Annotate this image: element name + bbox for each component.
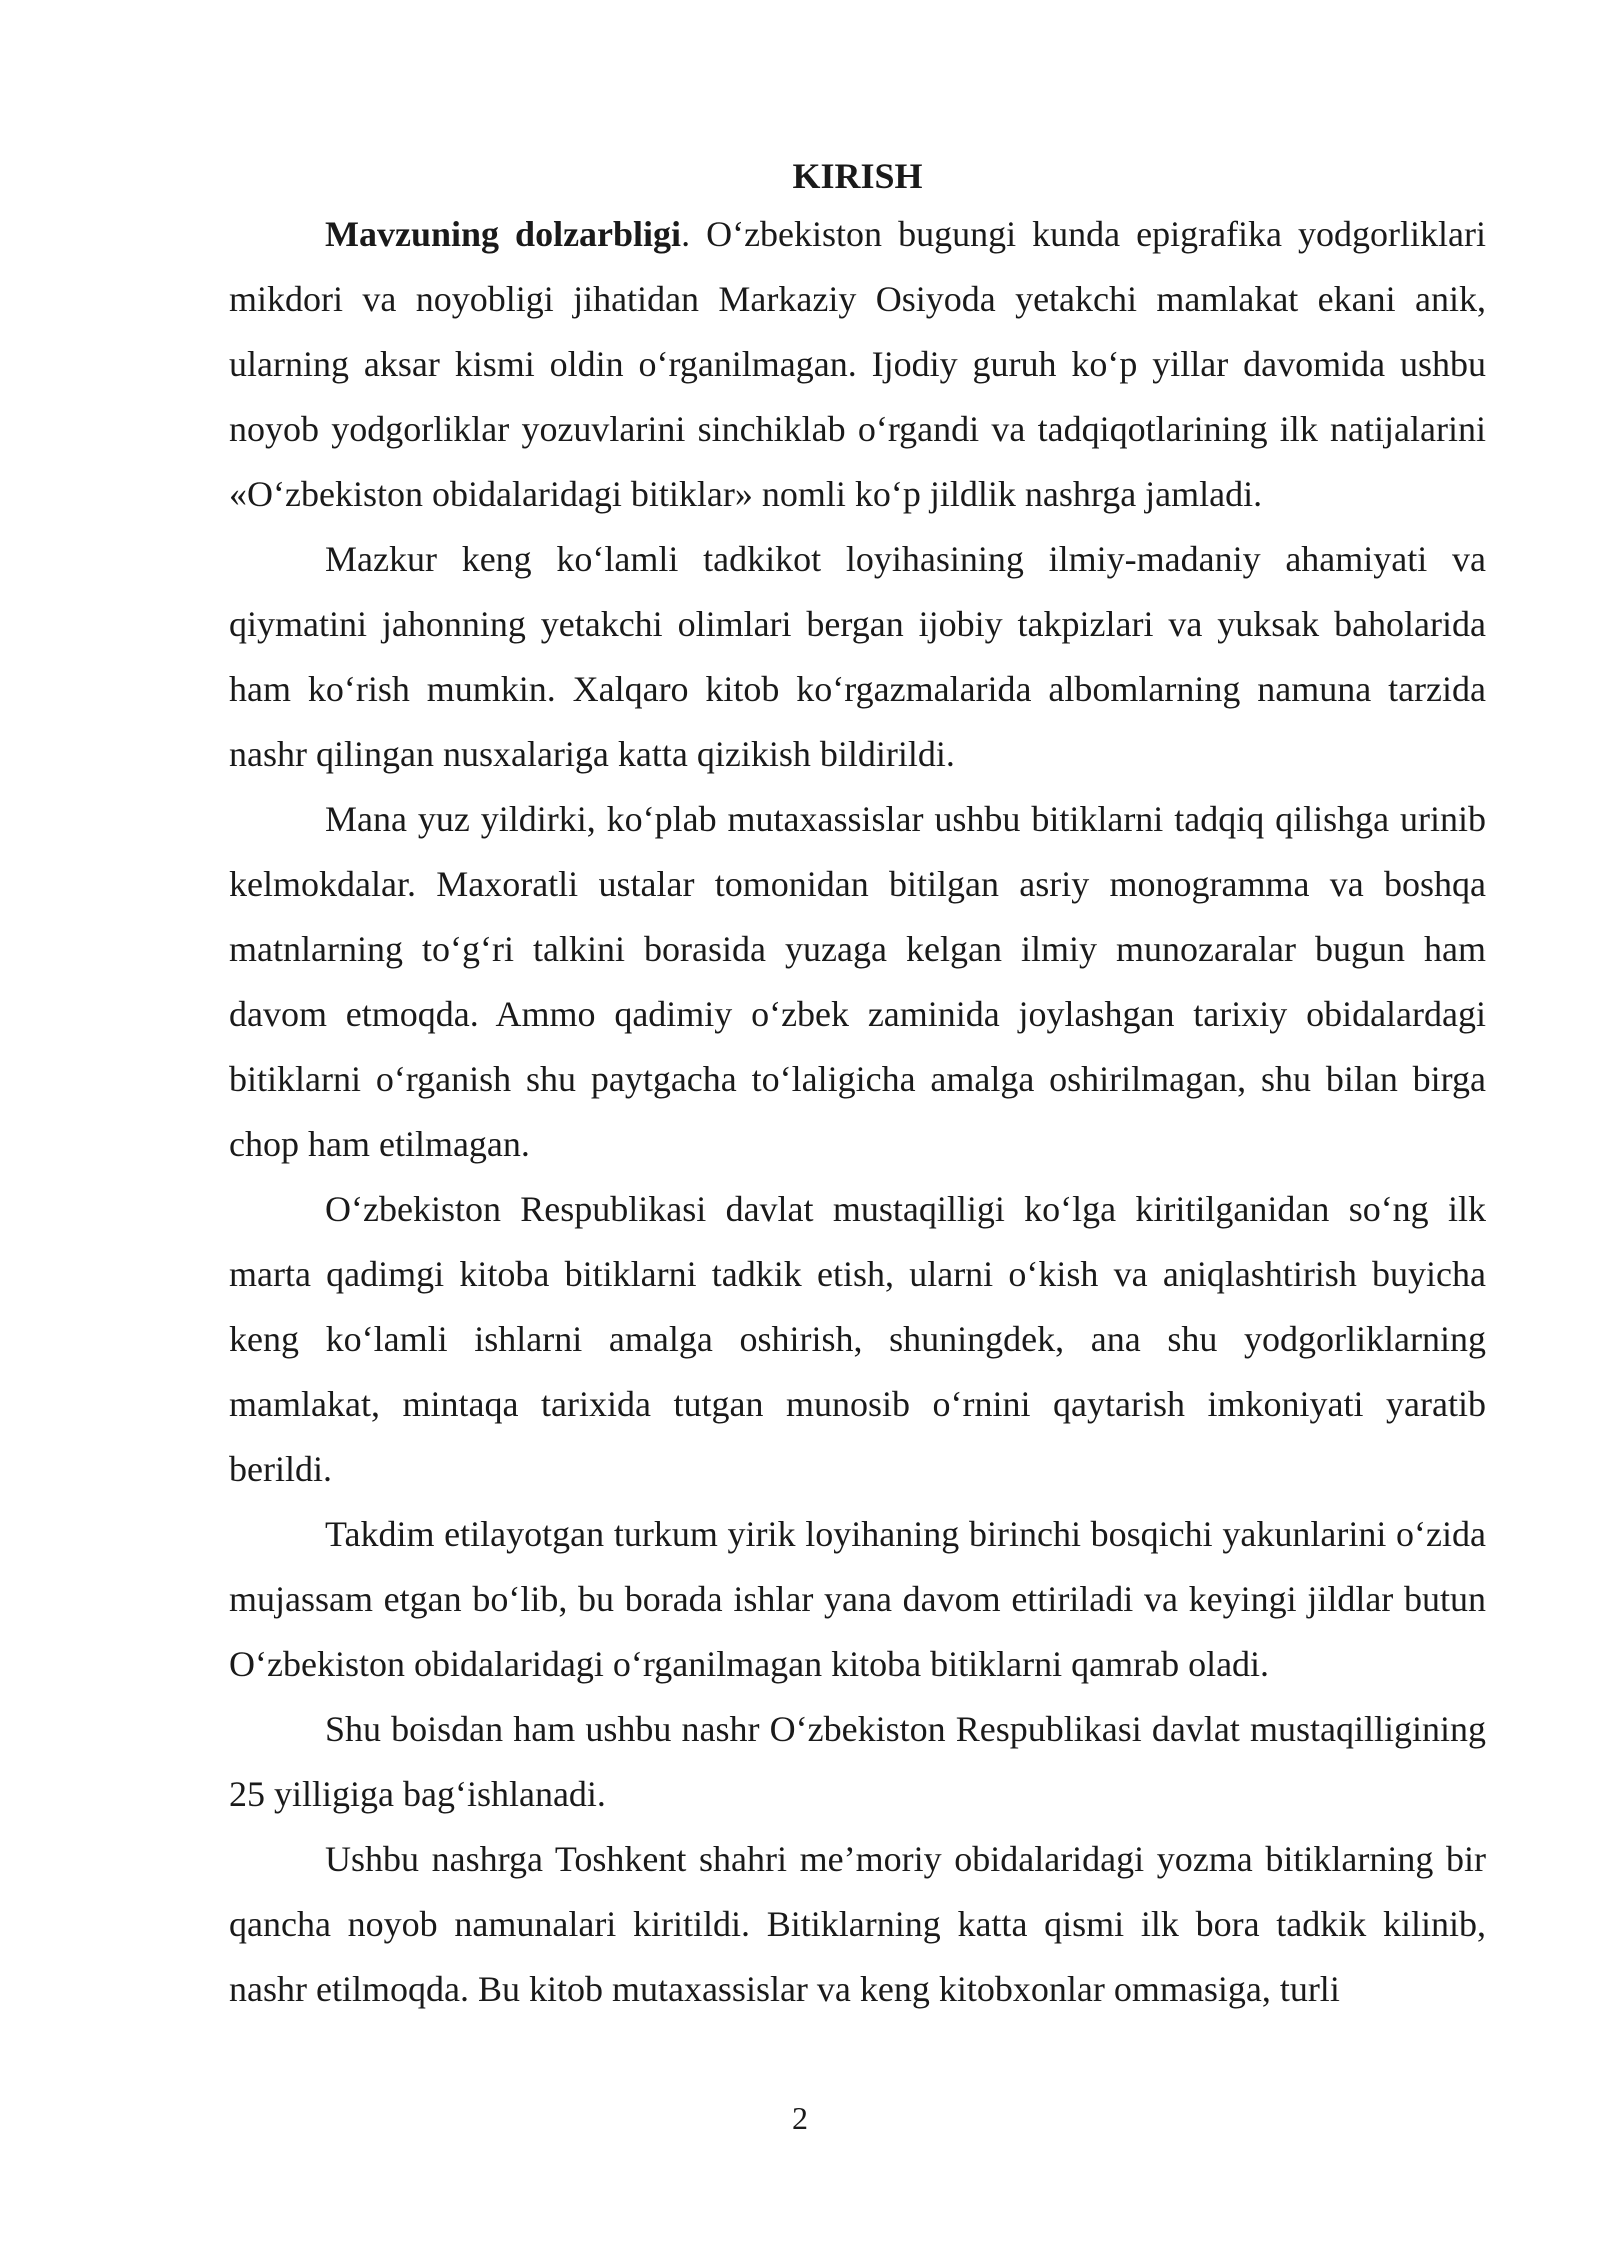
paragraph: [229, 787, 1486, 1177]
paragraph-text: Mana yuz yildirki, ko‘plab mutaxassislar ushbu bitiklarni tadqiq qilishga urinib kelmokdalar. Maxoratli ustalar tomonidan bitilgan asriy monogramma va boshqa matnlarning to‘g‘ri talkini borasida yuzaga kelgan ilmiy munozaralar bugun ham davom etmoqda. Ammo qadimiy o‘zbek zaminida joylashgan tarixiy obidalardagi bitiklarni o‘rganish shu paytgacha to‘laligicha amalga oshirilmagan, shu bilan birga chop ham etilmagan.: [229, 799, 1486, 1164]
paragraph-lead-term: Mavzuning dolzarbligi: [325, 214, 682, 254]
paragraph: [229, 1827, 1486, 2022]
paragraph-text: Mazkur keng ko‘lamli tadkikot loyihasining ilmiy-madaniy ahamiyati va qiymatini jahonning yetakchi olimlari bergan ijobiy takpizlari va yuksak baholarida ham ko‘rish mumkin. Xalqaro kitob ko‘rgazmalarida albomlarning namuna tarzida nashr qilingan nusxalariga katta qizikish bildirildi.: [229, 539, 1486, 774]
document-page: [229, 150, 1486, 2022]
section-heading: KIRISH: [792, 156, 923, 196]
paragraph: [229, 1502, 1486, 1697]
paragraph: [229, 1177, 1486, 1502]
paragraph-text: Shu boisdan ham ushbu nashr O‘zbekiston Respublikasi davlat mustaqilligining 25 yilligiga bag‘ishlanadi.: [229, 1709, 1486, 1814]
paragraph-text: . O‘zbekiston bugungi kunda epigrafika yodgorliklari mikdori va noyobligi jihatidan Markaziy Osiyoda yetakchi mamlakat ekani anik, ularning aksar kismi oldin o‘rganilmagan. Ijodiy guruh ko‘p yillar davomida ushbu noyob yodgorliklar yozuvlarini sinchiklab o‘rgandi va tadqiqotlarining ilk natijalarini «O‘zbekiston obidalaridagi bitiklar» nomli ko‘p jildlik nashrga jamladi.: [229, 214, 1486, 514]
paragraph-text: Ushbu nashrga Toshkent shahri me’moriy obidalaridagi yozma bitiklarning bir qancha noyob namunalari kiritildi. Bitiklarning katta qismi ilk bora tadkik kilinib, nashr etilmoqda. Bu kitob mutaxassislar va keng kitobxonlar ommasiga, turli: [229, 1839, 1486, 2009]
paragraph: [229, 527, 1486, 787]
paragraph: [229, 1697, 1486, 1827]
page-number: 2: [792, 2100, 808, 2136]
paragraph-relevance: [229, 202, 1486, 527]
paragraph-text: O‘zbekiston Respublikasi davlat mustaqilligi ko‘lga kiritilganidan so‘ng ilk marta qadimgi kitoba bitiklarni tadkik etish, ularni o‘kish va aniqlashtirish buyicha keng ko‘lamli ishlarni amalga oshirish, shuningdek, ana shu yodgorliklarning mamlakat, mintaqa tarixida tutgan munosib o‘rnini qaytarish imkoniyati yaratib berildi.: [229, 1189, 1486, 1489]
paragraph-text: Takdim etilayotgan turkum yirik loyihaning birinchi bosqichi yakunlarini o‘zida mujassam etgan bo‘lib, bu borada ishlar yana davom ettiriladi va keyingi jildlar butun O‘zbekiston obidalaridagi o‘rganilmagan kitoba bitiklarni qamrab oladi.: [229, 1514, 1486, 1684]
